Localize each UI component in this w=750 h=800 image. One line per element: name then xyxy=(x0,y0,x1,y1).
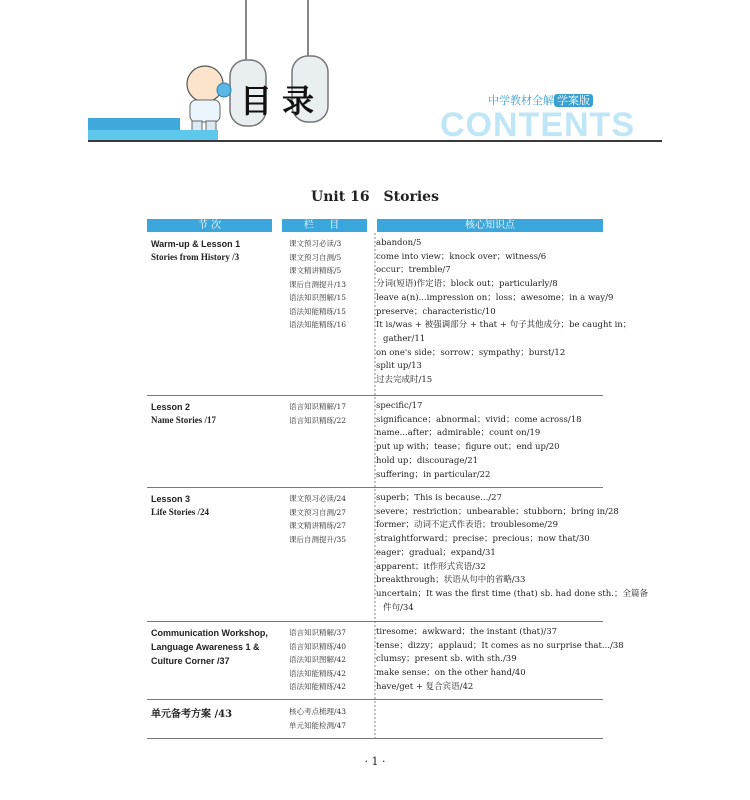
knowledge-point: leave a(n)...impression on；loss；awesome；in a way/9 xyxy=(376,292,614,303)
column-entry[interactable]: 核心考点梳理/43 xyxy=(289,707,347,716)
knowledge-point: come into view；knock over；witness/6 xyxy=(376,251,547,262)
section-subtitle[interactable]: Life Stories /24 xyxy=(151,507,209,517)
knowledge-point: split up/13 xyxy=(376,361,422,372)
section-title[interactable]: Language Awareness 1 & xyxy=(151,642,260,652)
knowledge-point: uncertain；It was the first time (that) sb. had done sth.；全篇备 xyxy=(376,588,648,599)
column-list xyxy=(289,492,346,546)
table-header xyxy=(147,219,603,232)
column-entry[interactable]: 语法知能精练/42 xyxy=(289,668,347,678)
knowledge-point: straightforward；precise；precious；now that/30 xyxy=(376,534,590,545)
knowledge-point: breakthrough；状语从句中的省略/33 xyxy=(376,575,526,586)
column-entry[interactable]: 单元知能检测/47 xyxy=(289,720,347,730)
knowledge-point: abandon/5 xyxy=(376,238,422,248)
knowledge-point: put up with；tease；figure out；end up/20 xyxy=(376,442,560,453)
row-divider xyxy=(147,738,603,739)
row-divider xyxy=(147,621,603,622)
knowledge-point: tiresome；awkward；the instant (that)/37 xyxy=(376,627,558,637)
knowledge-point: tense；dizzy；applaud；It comes as no surprise that.../38 xyxy=(376,640,624,651)
knowledge-list xyxy=(376,237,632,388)
knowledge-point: gather/11 xyxy=(383,333,426,344)
knowledge-point: on one's side；sorrow；sympathy；burst/12 xyxy=(376,347,566,358)
knowledge-point: suffering；in particular/22 xyxy=(376,469,491,480)
column-list xyxy=(289,705,346,732)
row-divider xyxy=(147,699,603,700)
column-entry[interactable]: 语言知识精解/17 xyxy=(289,402,347,411)
knowledge-point: former；动词不定式作表语；troublesome/29 xyxy=(376,520,558,531)
knowledge-list xyxy=(376,492,648,615)
column-header-knowledge: 核心知识点 xyxy=(377,219,603,232)
column-header-section: 节 次 xyxy=(147,219,272,232)
knowledge-point: occur；tremble/7 xyxy=(376,265,451,276)
knowledge-point: hold up；discourage/21 xyxy=(376,455,479,466)
unit-title: Unit 16 Stories xyxy=(311,189,439,205)
knowledge-point: 过去完成时/15 xyxy=(376,375,433,386)
column-list xyxy=(289,237,346,332)
header-accent-bar xyxy=(88,118,180,130)
column-separator-icon: ⁝ xyxy=(370,221,373,230)
series-prefix: 中学教材全解 xyxy=(488,94,554,107)
column-entry[interactable]: 语法知识图解/42 xyxy=(289,655,347,664)
contents-word: CONTENTS xyxy=(440,106,635,144)
mulu-title: 目录 xyxy=(240,82,325,120)
knowledge-point: 分词(短语)作定语；block out；particularly/8 xyxy=(376,279,558,290)
column-entry[interactable]: 语法知识图解/15 xyxy=(289,293,347,302)
section-subtitle[interactable]: Name Stories /17 xyxy=(151,415,216,425)
section-title[interactable]: Culture Corner /37 xyxy=(151,656,230,666)
series-tag: 学案版 xyxy=(554,94,593,107)
knowledge-point: have/get + 复合宾语/42 xyxy=(376,681,474,692)
column-entry[interactable]: 课文预习必读/3 xyxy=(289,239,342,248)
column-entry[interactable]: 语法知能精练/16 xyxy=(289,320,347,329)
section-subtitle[interactable]: Stories from History /3 xyxy=(151,252,240,262)
column-entry[interactable]: 课文预习必读/24 xyxy=(289,494,347,503)
column-entry[interactable]: 课后自测提升/35 xyxy=(289,534,347,544)
knowledge-list xyxy=(376,400,604,482)
knowledge-point: preserve；characteristic/10 xyxy=(376,306,496,317)
column-list xyxy=(289,400,346,427)
column-entry[interactable]: 语言知识精解/37 xyxy=(289,628,347,637)
knowledge-point: name...after；admirable；count on/19 xyxy=(376,428,541,439)
header-accent-bar xyxy=(88,130,218,140)
section-title[interactable]: Lesson 3 xyxy=(151,494,191,504)
knowledge-point: severe；restriction；unbearable；stubborn；bring in/28 xyxy=(376,506,619,517)
section-title[interactable]: Lesson 2 xyxy=(151,402,191,412)
column-header-column-label: 栏 目 xyxy=(303,220,346,231)
column-entry[interactable]: 语法知能精练/15 xyxy=(289,306,347,316)
column-entry[interactable]: 课后自测提升/13 xyxy=(289,279,347,289)
knowledge-point: make sense；on the other hand/40 xyxy=(376,668,526,679)
knowledge-point: superb；This is because.../27 xyxy=(376,493,502,503)
knowledge-point: It is/was + 被强调部分 + that + 句子其他成分；be caught in； xyxy=(376,320,632,331)
column-entry[interactable]: 语言知识精练/22 xyxy=(289,415,347,425)
column-entry[interactable]: 语法知能精练/42 xyxy=(289,682,347,691)
knowledge-list xyxy=(376,626,624,695)
section-title[interactable]: 单元备考方案 /43 xyxy=(151,709,233,720)
row-divider xyxy=(147,395,603,396)
section-title[interactable]: Communication Workshop, xyxy=(151,628,268,638)
column-entry[interactable]: 课文预习自测/27 xyxy=(289,507,347,517)
column-entry[interactable]: 课文精讲精练/27 xyxy=(289,521,347,530)
column-entry[interactable]: 语言知识精练/40 xyxy=(289,641,347,651)
knowledge-point: significance；abnormal；vivid；come across/18 xyxy=(376,414,582,425)
page-number: · 1 · xyxy=(364,755,386,768)
knowledge-point: 件句/34 xyxy=(383,602,414,613)
column-header-column xyxy=(282,219,373,232)
knowledge-point: clumsy；present sb. with sth./39 xyxy=(376,654,517,665)
section-title[interactable]: Warm-up & Lesson 1 xyxy=(151,239,241,249)
knowledge-point: specific/17 xyxy=(376,401,423,411)
knowledge-point: apparent；it作形式宾语/32 xyxy=(376,561,486,572)
column-entry[interactable]: 课文预习自测/5 xyxy=(289,252,342,262)
column-list xyxy=(289,626,346,694)
column-entry[interactable]: 课文精讲精练/5 xyxy=(289,266,342,275)
row-divider xyxy=(147,487,603,488)
knowledge-point: eager；gradual；expand/31 xyxy=(376,547,496,558)
